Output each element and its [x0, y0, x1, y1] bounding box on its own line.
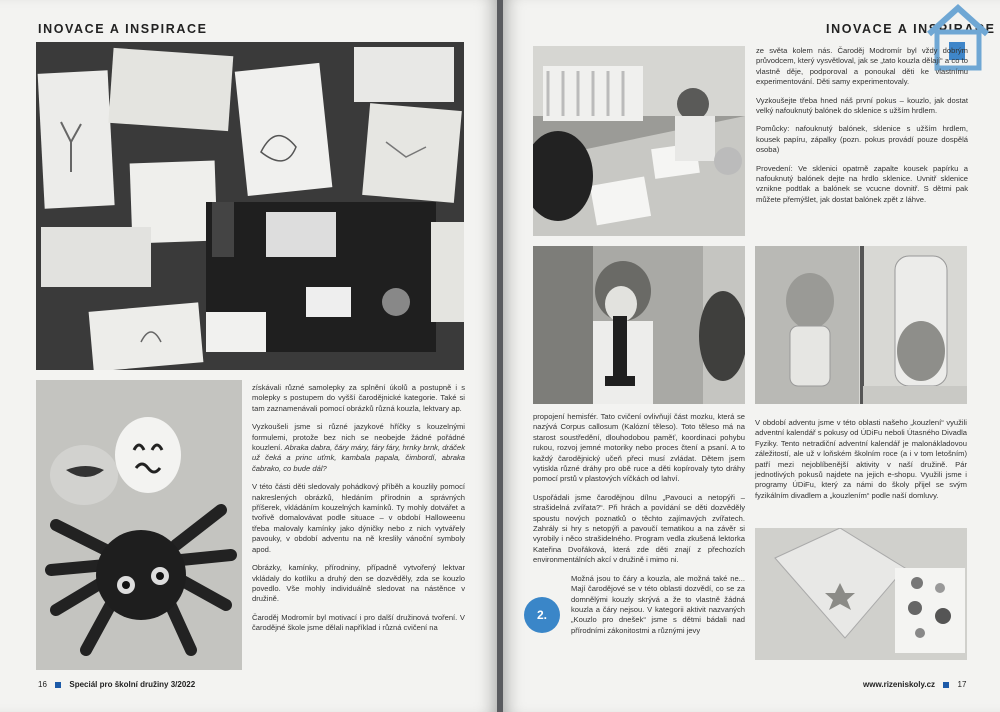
- right-column-lower-text: [755, 418, 967, 509]
- paragraph: Obrázky, kamínky, přírodniny, případně vytvořený lektvar vkládaly do kotlíku a druhý den se dozvěděly, zda se kouzlo povedlo. Vše mohly individuálně sledovat na nástěnce v družině.: [252, 563, 465, 604]
- square-bullet-icon: [943, 682, 949, 688]
- prism-star-photo: [755, 528, 967, 660]
- middle-column-text: [533, 412, 745, 644]
- square-bullet-icon: [55, 682, 61, 688]
- paragraph: Vyzkoušejte třeba hned náš první pokus – kouzlo, jak dostat velký nafouknutý balónek do sklenice s užším hrdlem.: [756, 95, 968, 116]
- paragraph: Možná jsou to čáry a kouzla, ale možná také ne... Mají čarodějové se v této oblasti dozvědí, co se za domnělými kouzly skrývá a že to vlastně žádná kouzla a čáry nejsou. V kategorii aktivit nazvaných „Kouzlo pro dnešek“ jsme s dětmi bádali nad přírodními zákonitostmi a různými jevy: [571, 573, 745, 635]
- right-page: [503, 0, 1000, 712]
- bulletin-board-photo: [36, 42, 464, 370]
- page-number: 17: [957, 680, 967, 689]
- paragraph: Pomůcky: nafouknutý balónek, sklenice s užším hrdlem, kousek papíru, zápalky (pozn. pokus provádí pouze dospělá osoba): [756, 124, 968, 155]
- left-page: [0, 0, 497, 712]
- left-footer: [38, 680, 195, 689]
- paragraph: Uspořádali jsme čarodějnou dílnu „Pavouci a netopýři – strašidelná zvířata?“. Při hrách a povídání se děti dozvěděly spoustu nových poznatků o těchto zajímavých zvířatech. Zahrály si hry s netopýři a pavoučí tematikou a na závěr si vyrobily i něco strašidelného. Program vedla zkušená lektorka Kateřina Dvořáková, která zde děti znají z přechozích environmentálních akcí v družině i mimo ni.: [533, 492, 745, 565]
- paragraph: V období adventu jsme v této oblasti našeho „kouzlení“ využili adventní kalendář s pokusy od ÚDiFu neboli Útasného Divadla Fyziky. Tento netradiční adventní kalendář je malonákladovou záležitostí, ale už v loňském školním roce (a i v tom letošním) patří mezi nejoblíbenější aktivity v naší družině. Pár jednotlivých pokusů najdete na jejich e-shopu. Využili jsme i programy ÚDiFu, který za námi do školy přijel se svým fyzikálním divadlem a „kouzlením“ podle naší domluvy.: [755, 418, 967, 500]
- paragraph: Vyzkoušeli jsme si různé jazykové hříčky s kouzelnými formulemi, protože bez nich se neobejde žádné pořádné kouzlení. Abraka dabra, čáry máry, fáry fáry, hrnky brnk, dráček už čeká a princ uťmk, kambala papala, čimbordí, abraka čabrako, co bude dál?: [252, 422, 465, 473]
- paragraph: propojení hemisfér. Tato cvičení ovlivňují část mozku, která se nazývá Corpus callosum (Kalózní těleso). Toto těleso má na starost soustředění, dlouhodobou paměť, koordinaci pohybu rukou, rozvoj jemné motoriky nebo proces čtení a psaní. A to každý čarodějnický učeň přeci musí zvládat. Dětem jsem vytiskla různé dráhy pro obě ruce a děti kopírovaly tyto dráhy pomocí prstů v plastových víčkách od lahví.: [533, 412, 745, 484]
- section-header: INOVACE A INSPIRACE: [38, 22, 208, 36]
- balloon-jar-photo: [755, 246, 967, 404]
- children-drawing-photo: [533, 46, 745, 236]
- microscope-photo: [533, 246, 745, 404]
- spells-list: Abraka dabra, čáry máry, fáry fáry, hrnky brnk, dráček už čeká a princ uťmk, kambala papala, čimbordí, abraka čabrako, co bude dál?: [252, 443, 465, 473]
- right-column-top-text: [756, 46, 968, 213]
- paragraph: V této části děti sledovaly pohádkový příběh a kouzlily pomocí nakreslených obrázků, hledáním přírodnin a správných příšerek, vkládáním kouzelných kamínků. Ty mohly dotvářet a tvořivě domalovávat podle situace – v období Halloweenu třeba malovaly kamínky jako dýničky nebo z nich vytvářely pavouky, v období adventu na ně kreslily vánoční symboly apod.: [252, 482, 465, 554]
- paragraph: ze světa kolem nás. Čaroděj Modromír byl vždy dobrým průvodcem, který vysvětloval, jak se „tato kouzla dělají“ a co to vlastně děje, podporoval a ponoukal děti ke vlastnímu experimentování. Děti samy experimentovaly.: [756, 46, 968, 87]
- website: www.rizeniskoly.cz: [863, 680, 936, 689]
- paragraph: Čaroděj Modromír byl motivací i pro další družinová tvoření. V čarodějné škole jsme dělali například i různá cvičení na: [252, 612, 465, 633]
- magazine-title: Speciál pro školní družiny 3/2022: [69, 680, 196, 689]
- page-number: 16: [38, 680, 47, 689]
- paragraph: Provedení: Ve sklenici opatrně zapalte kousek papírku a nafouknutý balónek dejte na hrdlo sklenice. Uvnitř sklenice vznikne podtlak a balónek se vcucne dovnitř. S dětmi pak můžete přemýšlet, jak dostat balónek zpět z láhve.: [756, 163, 968, 204]
- left-body-text: [252, 383, 465, 642]
- stone-spider-photo: [36, 380, 242, 670]
- right-footer: [863, 680, 966, 689]
- section-number-badge: 2.: [524, 597, 560, 633]
- paragraph: získávali různé samolepky za splnění úkolů a postupně i s molepky s postupem do vyšší čarodějnické kategorie. Také si tam zaznamenávali pomocí obrázků různá kouzla, lektvary ap.: [252, 383, 465, 413]
- section-header: INOVACE A INSPIRACE: [826, 22, 996, 36]
